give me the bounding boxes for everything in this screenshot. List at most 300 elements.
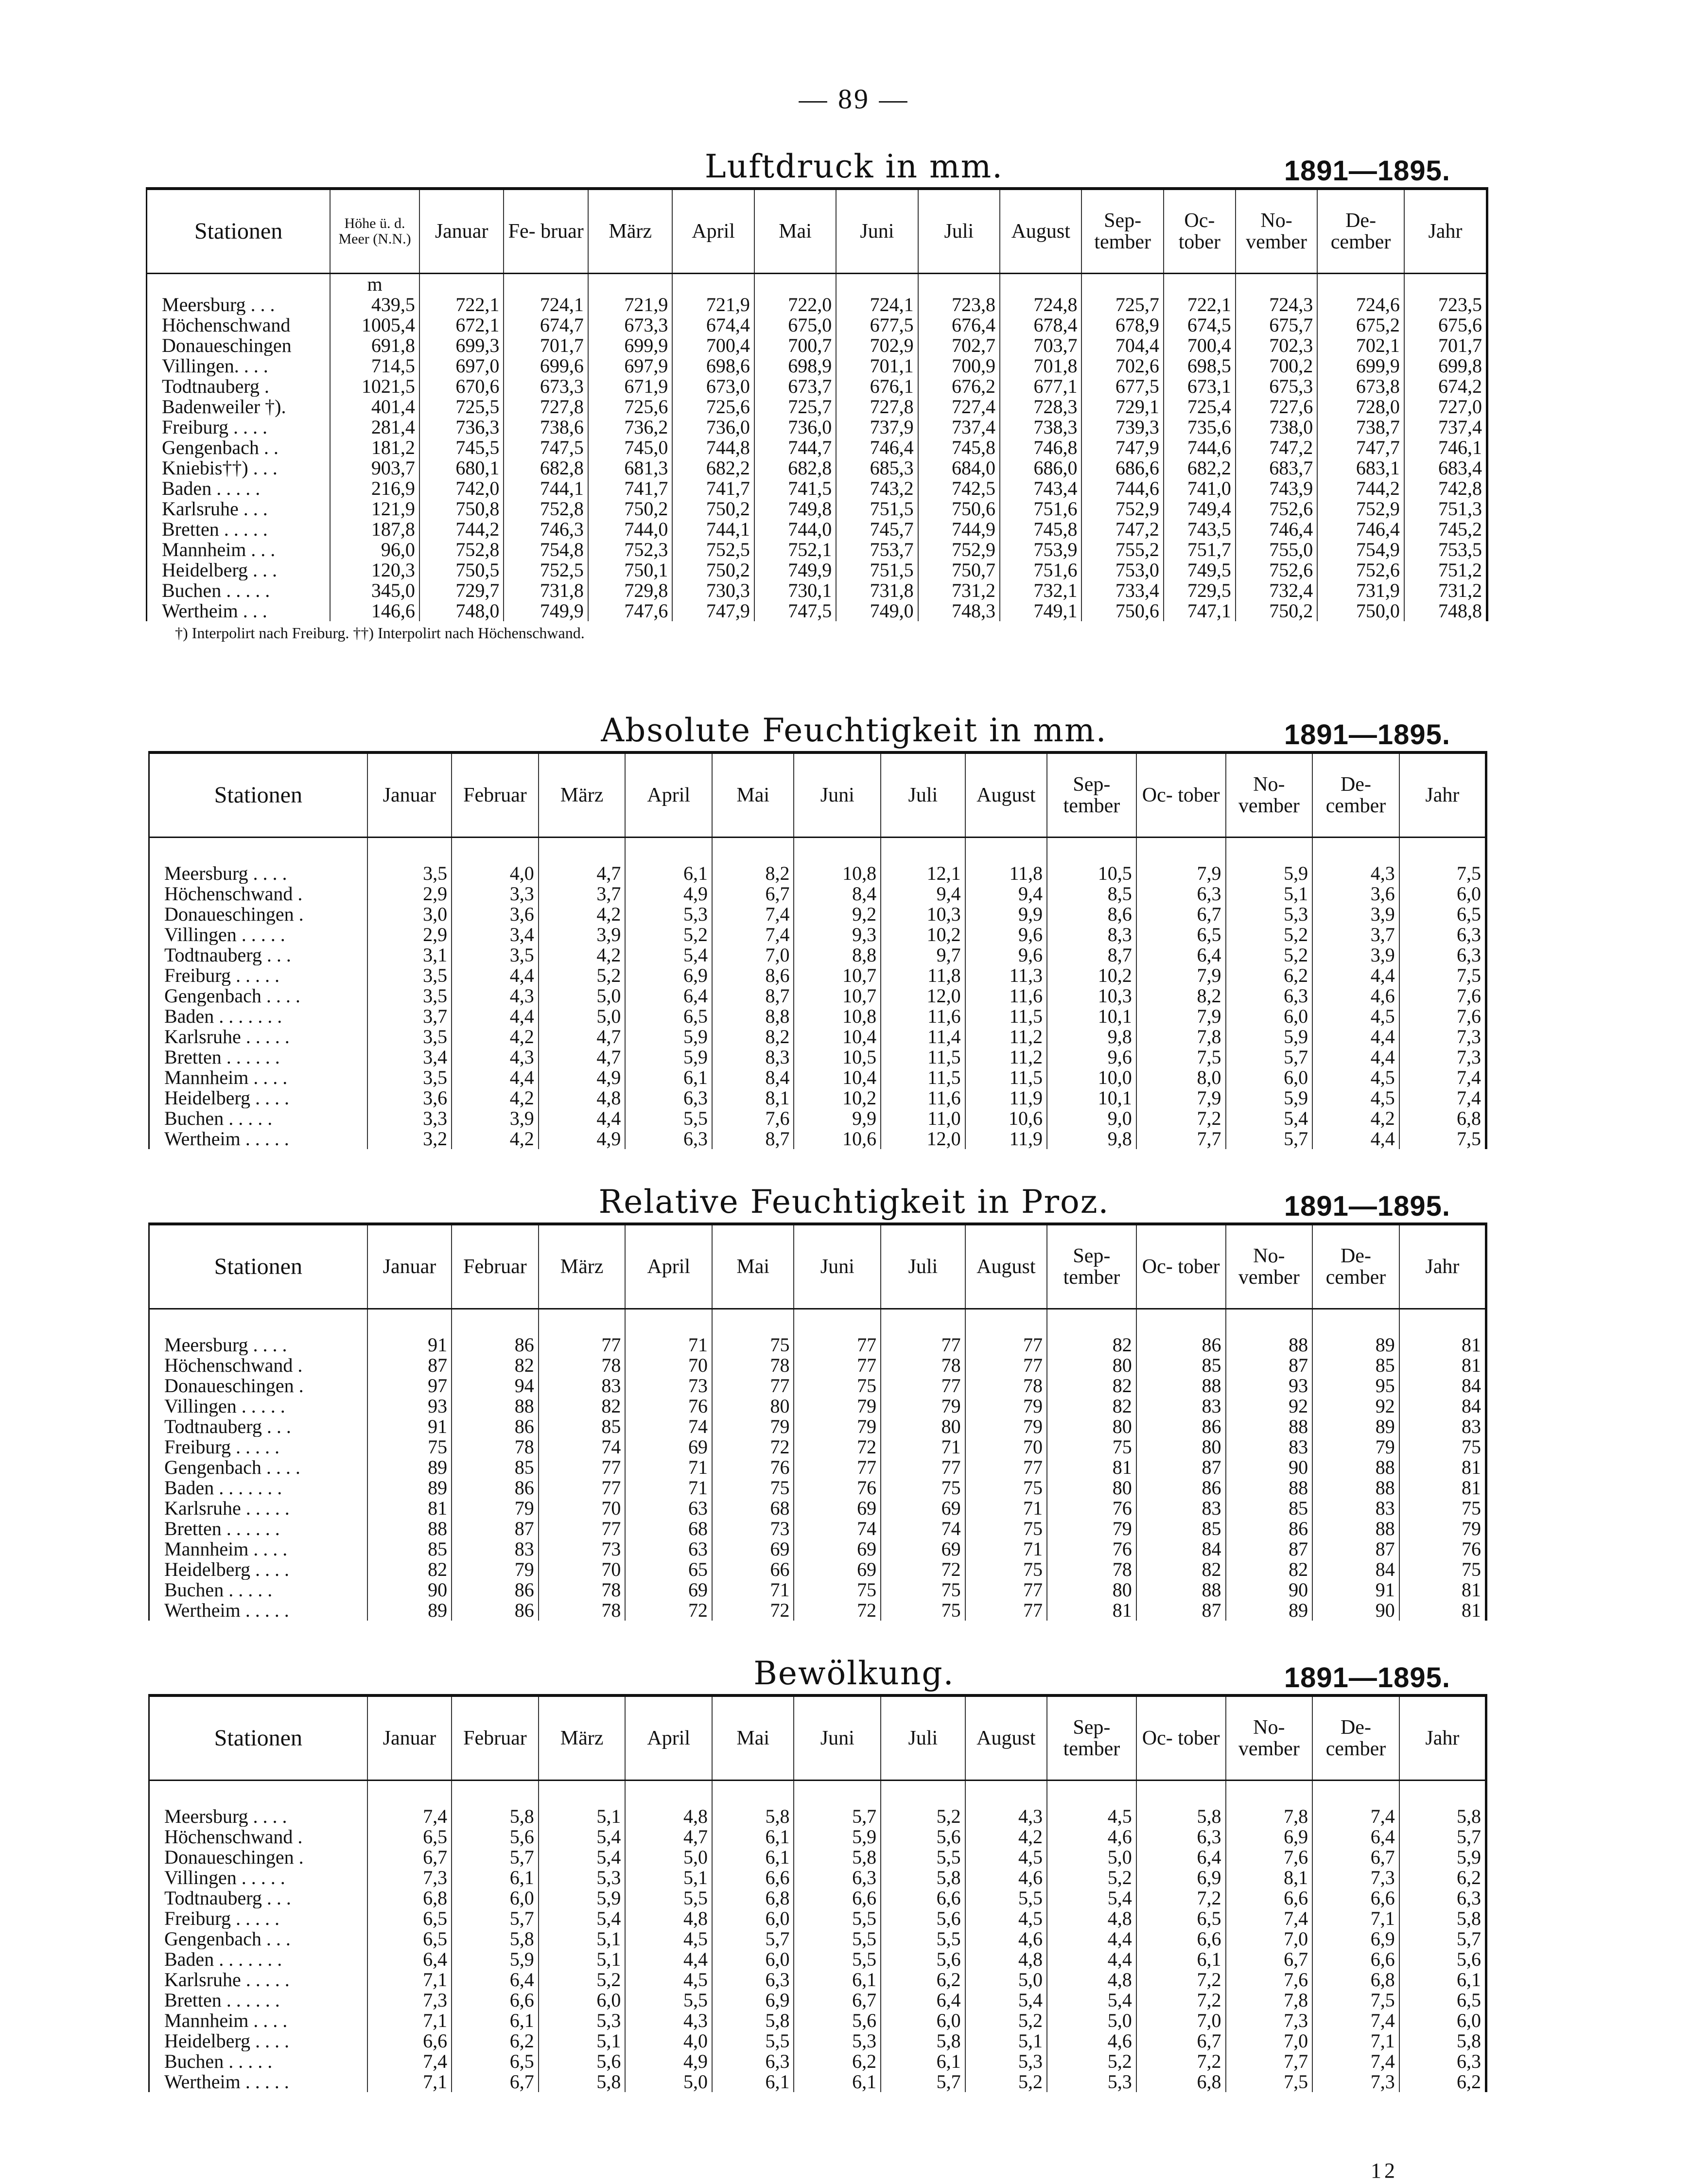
table-cell: 7,8 (1226, 1806, 1313, 1827)
section-luftdruck (0, 136, 1708, 642)
table-cell: 4,9 (539, 1067, 626, 1088)
table-cell: 7,9 (1136, 965, 1226, 986)
table-cell: 5,9 (1226, 863, 1313, 884)
table-cell: 70 (625, 1355, 712, 1376)
station-name: Bretten . . . . . . (164, 1990, 280, 2010)
table-row (149, 2051, 1486, 2072)
table-cell: 8,2 (712, 863, 794, 884)
table-cell (965, 1309, 1047, 1335)
column-header: Februar (452, 1695, 539, 1781)
table-cell: 701,1 (836, 356, 918, 376)
table-cell: 5,3 (1226, 904, 1313, 925)
table-cell: 11,5 (965, 1067, 1047, 1088)
table-cell: 6,1 (712, 2072, 794, 2092)
table-row (149, 1559, 1486, 1580)
table-cell: 79 (452, 1559, 539, 1580)
table-cell: 6,5 (452, 2051, 539, 2072)
table-cell: 746,1 (1404, 437, 1487, 458)
table-cell: 699,3 (419, 335, 504, 356)
table-row (149, 1949, 1486, 1970)
table-cell: 6,2 (794, 2051, 881, 2072)
table-cell: 81 (1399, 1478, 1486, 1498)
table-cell: 7,9 (1136, 1006, 1226, 1027)
column-header: Mai (712, 752, 794, 838)
station-name: Buchen . . . . . (164, 1580, 273, 1600)
table-cell: 6,1 (1399, 1970, 1486, 1990)
table-cell: 401,4 (330, 397, 419, 417)
table-cell: 7,3 (1312, 2072, 1399, 2092)
table-cell: 5,0 (1047, 2010, 1136, 2031)
table-cell: 3,9 (1312, 904, 1399, 925)
table-cell: 3,1 (367, 945, 452, 965)
table-cell: 11,4 (881, 1027, 965, 1047)
table-cell: 78 (1047, 1559, 1136, 1580)
table-cell: 75 (794, 1376, 881, 1396)
station-name: Höchenschwand . (164, 1355, 303, 1376)
table-cell: 216,9 (330, 478, 419, 499)
table-cell: 6,9 (625, 965, 712, 986)
column-header: August (965, 752, 1047, 838)
table-cell: 6,7 (712, 884, 794, 904)
table-cell: 71 (625, 1478, 712, 1498)
station-name: Todtnauberg . . . (164, 1888, 291, 1908)
table-cell: 6,8 (367, 1888, 452, 1908)
table-cell: 10,8 (794, 1006, 881, 1027)
table-cell: 747,1 (1164, 601, 1236, 621)
table-cell: 7,2 (1136, 2051, 1226, 2072)
column-header: Sep- tember (1047, 1695, 1136, 1781)
table-cell: 66 (712, 1559, 794, 1580)
table-cell: 750,2 (672, 499, 754, 519)
column-header: No- vember (1226, 752, 1313, 838)
table-row (149, 1457, 1486, 1478)
table-cell: 7,3 (1226, 2010, 1313, 2031)
table-cell: 744,0 (754, 519, 836, 540)
table-cell: 5,8 (712, 2010, 794, 2031)
table-cell: 3,6 (367, 1088, 452, 1108)
station-name: Donaueschingen . (164, 1847, 304, 1868)
table-cell (149, 1309, 367, 1335)
table-cell: 77 (794, 1335, 881, 1355)
table-cell: 673,8 (1317, 376, 1404, 397)
table-cell: 10,2 (1047, 965, 1136, 986)
table-cell: 92 (1226, 1396, 1313, 1416)
table-row (149, 1600, 1486, 1621)
table-row (149, 863, 1486, 884)
table-cell: 78 (539, 1600, 626, 1621)
table-cell: 747,5 (754, 601, 836, 621)
table-cell: 6,2 (1226, 965, 1313, 986)
table-cell (504, 274, 588, 295)
table-cell: 724,6 (1317, 295, 1404, 315)
table-cell: 749,5 (1164, 560, 1236, 580)
table-cell: 9,6 (965, 945, 1047, 965)
table-cell: 5,4 (1047, 1888, 1136, 1908)
table-cell: 752,1 (754, 540, 836, 560)
table-row (147, 295, 1487, 315)
table-cell: 8,8 (794, 945, 881, 965)
table-row (149, 1355, 1486, 1376)
table-cell: 75 (794, 1580, 881, 1600)
table-cell: 7,1 (367, 2072, 452, 2092)
table-cell: 744,1 (672, 519, 754, 540)
table-cell: 737,4 (918, 417, 1000, 437)
table-cell: 735,6 (1164, 417, 1236, 437)
table-cell: 11,5 (881, 1047, 965, 1067)
table-cell: 8,5 (1047, 884, 1136, 904)
table-cell: 8,4 (712, 1067, 794, 1088)
table-cell: 4,5 (1312, 1088, 1399, 1108)
table-cell: 69 (712, 1539, 794, 1559)
table-cell: 6,1 (712, 1827, 794, 1847)
table-cell: 81 (1047, 1600, 1136, 1621)
table-cell: 752,5 (672, 540, 754, 560)
table-cell: 5,0 (625, 2072, 712, 2092)
table-cell: 6,6 (794, 1888, 881, 1908)
table-cell: 86 (1136, 1478, 1226, 1498)
table-cell: 6,0 (539, 1990, 626, 2010)
table-cell: 685,3 (836, 458, 918, 478)
table-cell (1399, 1781, 1486, 1807)
table-cell: 71 (625, 1335, 712, 1355)
table-cell: 75 (965, 1519, 1047, 1539)
table-cell: 90 (1226, 1580, 1313, 1600)
year-range: 1891—1895. (1284, 155, 1450, 187)
table-cell: 750,6 (1081, 601, 1163, 621)
table-cell: 10,0 (1047, 1067, 1136, 1088)
table-cell: 6,1 (881, 2051, 965, 2072)
table-cell: 7,4 (1226, 1908, 1313, 1929)
table-cell: 723,5 (1404, 295, 1487, 315)
table-cell: 73 (625, 1376, 712, 1396)
table-cell: 5,5 (881, 1929, 965, 1949)
table-cell: 675,0 (754, 315, 836, 335)
table-cell: 75 (367, 1437, 452, 1457)
table-cell (367, 1781, 452, 1807)
table-cell: 78 (539, 1580, 626, 1600)
table-cell: 6,1 (794, 1970, 881, 1990)
table-cell: 8,2 (712, 1027, 794, 1047)
table-cell: 748,0 (419, 601, 504, 621)
table-cell: 4,3 (1312, 863, 1399, 884)
table-cell: 676,4 (918, 315, 1000, 335)
table-cell: 7,4 (712, 904, 794, 925)
station-name: Meersburg . . . . (164, 1335, 287, 1355)
table-cell: 5,8 (539, 2072, 626, 2092)
table-cell: 10,6 (965, 1108, 1047, 1129)
station-name: Freiburg . . . . . (164, 1437, 280, 1457)
station-name: Mannheim . . . . (164, 2010, 288, 2031)
table-cell (625, 1309, 712, 1335)
table-cell: 83 (1136, 1396, 1226, 1416)
table-cell: 6,3 (712, 1970, 794, 1990)
table-cell: 10,5 (1047, 863, 1136, 884)
table-cell: 6,3 (1136, 1827, 1226, 1847)
table-cell: 7,0 (1136, 2010, 1226, 2031)
station-name: Meersburg . . . (162, 295, 275, 315)
table-cell: 81 (1047, 1457, 1136, 1478)
table-cell: 3,4 (367, 1047, 452, 1067)
table-cell: 3,5 (367, 863, 452, 884)
table-cell: 70 (965, 1437, 1047, 1457)
table-cell: 5,9 (1226, 1088, 1313, 1108)
table-cell: 702,9 (836, 335, 918, 356)
table-cell: 74 (625, 1416, 712, 1437)
table-cell: 700,7 (754, 335, 836, 356)
table-cell: 73 (539, 1539, 626, 1559)
table-cell: 755,2 (1081, 540, 1163, 560)
year-range: 1891—1895. (1284, 1190, 1450, 1222)
table-cell: 11,5 (965, 1006, 1047, 1027)
table-cell: 85 (1226, 1498, 1313, 1519)
table-cell: 3,5 (367, 965, 452, 986)
table-cell: 10,1 (1047, 1006, 1136, 1027)
table-cell: 7,1 (1312, 2031, 1399, 2051)
table-cell: 691,8 (330, 335, 419, 356)
station-name: Kniebis††) . . . (162, 458, 278, 478)
station-name: Todtnauberg . . . (164, 1416, 291, 1437)
table-cell: 7,6 (1226, 1970, 1313, 1990)
table-cell: 750,6 (918, 499, 1000, 519)
table-cell: 11,2 (965, 1047, 1047, 1067)
table-cell: 69 (794, 1539, 881, 1559)
table-cell: 87 (1226, 1539, 1313, 1559)
table-cell: 5,6 (881, 1908, 965, 1929)
table-cell (452, 1781, 539, 1807)
table-cell: 748,8 (1404, 601, 1487, 621)
table-cell: 69 (881, 1539, 965, 1559)
table-row (149, 1376, 1486, 1396)
table-cell: 7,2 (1136, 1990, 1226, 2010)
column-header: De- cember (1312, 1224, 1399, 1309)
column-header: No- vember (1226, 1224, 1313, 1309)
table-cell: 727,4 (918, 397, 1000, 417)
column-header: Januar (367, 1224, 452, 1309)
table-cell: 3,2 (367, 1129, 452, 1149)
table-cell: 752,3 (588, 540, 673, 560)
table-cell: 5,0 (539, 1006, 626, 1027)
table-cell (539, 1309, 626, 1335)
table-cell (1399, 1309, 1486, 1335)
table-cell: 77 (965, 1580, 1047, 1600)
station-name: Freiburg . . . . . (164, 1908, 280, 1929)
column-header: Jahr (1399, 1695, 1486, 1781)
table-cell: 4,7 (539, 1047, 626, 1067)
table-cell: 5,0 (965, 1970, 1047, 1990)
section-title-row (0, 1643, 1708, 1694)
table-cell: 7,6 (1399, 986, 1486, 1006)
table-cell: 11,6 (881, 1006, 965, 1027)
table-cell (965, 1781, 1047, 1807)
table-cell: 752,6 (1236, 560, 1317, 580)
table-cell (1136, 1309, 1226, 1335)
table-cell: 4,8 (625, 1806, 712, 1827)
table-cell: 10,6 (794, 1129, 881, 1149)
table-cell: 674,2 (1404, 376, 1487, 397)
table-row (149, 2010, 1486, 2031)
table-cell: 7,4 (712, 925, 794, 945)
table-cell: 675,2 (1317, 315, 1404, 335)
table-cell: 753,0 (1081, 560, 1163, 580)
table-cell: 3,6 (452, 904, 539, 925)
table-cell: 5,3 (539, 2010, 626, 2031)
table-cell: 83 (539, 1376, 626, 1396)
table-cell: 5,0 (539, 986, 626, 1006)
table-cell: 725,7 (1081, 295, 1163, 315)
table-cell: 6,8 (1136, 2072, 1226, 2092)
section-absolute-feuchtigkeit (0, 700, 1708, 1149)
table-cell: 752,8 (504, 499, 588, 519)
table-row (149, 1027, 1486, 1047)
table-cell: 7,1 (367, 2010, 452, 2031)
table-cell: 68 (625, 1519, 712, 1539)
column-header: De- cember (1317, 189, 1404, 274)
table-cell: 5,4 (965, 1990, 1047, 2010)
table-row (149, 945, 1486, 965)
table-cell (1081, 274, 1163, 295)
table-cell: 738,3 (1000, 417, 1081, 437)
table-cell: 6,6 (367, 2031, 452, 2051)
station-name: Karlsruhe . . . (162, 499, 268, 519)
table-cell: 4,0 (452, 863, 539, 884)
table-row (149, 1498, 1486, 1519)
table-cell: 6,6 (712, 1868, 794, 1888)
table-cell: 75 (881, 1478, 965, 1498)
table-cell: 9,8 (1047, 1129, 1136, 1149)
table-cell: 68 (712, 1498, 794, 1519)
table-cell: 6,4 (1312, 1827, 1399, 1847)
column-header: Sep- tember (1047, 1224, 1136, 1309)
table-cell: 675,6 (1404, 315, 1487, 335)
table-cell: 90 (367, 1580, 452, 1600)
table-cell: 754,9 (1317, 540, 1404, 560)
table-cell: 4,4 (1047, 1929, 1136, 1949)
table-cell: 82 (452, 1355, 539, 1376)
table-cell: 72 (712, 1437, 794, 1457)
table-row (147, 356, 1487, 376)
table-row (149, 904, 1486, 925)
table-cell: 72 (712, 1600, 794, 1621)
table-row (149, 1088, 1486, 1108)
column-header: April (625, 752, 712, 838)
table-cell: 747,2 (1236, 437, 1317, 458)
table-cell: 6,5 (1399, 1990, 1486, 2010)
table-cell: 672,1 (419, 315, 504, 335)
table-cell: 78 (539, 1355, 626, 1376)
table-cell: 95 (1312, 1376, 1399, 1396)
table-row (149, 1047, 1486, 1067)
table-cell: 5,8 (712, 1806, 794, 1827)
table-cell: 6,7 (1312, 1847, 1399, 1868)
table-cell: 87 (452, 1519, 539, 1539)
table-cell: 7,4 (1399, 1088, 1486, 1108)
table-cell: 730,1 (754, 580, 836, 601)
table-cell: 742,5 (918, 478, 1000, 499)
table-cell: 86 (452, 1335, 539, 1355)
table-cell: 5,1 (539, 1806, 626, 1827)
table-cell: 6,7 (1226, 1949, 1313, 1970)
table-cell: 747,9 (1081, 437, 1163, 458)
table-row (149, 1970, 1486, 1990)
table-cell: 88 (367, 1519, 452, 1539)
column-header: Juni (794, 752, 881, 838)
table-cell: 731,8 (836, 580, 918, 601)
table-row (149, 2072, 1486, 2092)
table-cell: 7,6 (1399, 1006, 1486, 1027)
table-cell: 4,6 (965, 1868, 1047, 1888)
table-cell: 736,0 (672, 417, 754, 437)
table-cell: 79 (1312, 1437, 1399, 1457)
table-cell: 79 (965, 1396, 1047, 1416)
column-header: Jahr (1399, 1224, 1486, 1309)
table-cell: 5,3 (539, 1868, 626, 1888)
column-header: April (625, 1224, 712, 1309)
station-name: Freiburg . . . . (162, 417, 268, 437)
table-cell: 746,8 (1000, 437, 1081, 458)
table-cell: 683,1 (1317, 458, 1404, 478)
table-cell: 4,3 (452, 1047, 539, 1067)
table-cell: 79 (965, 1416, 1047, 1437)
table-cell: 6,7 (1136, 904, 1226, 925)
table-cell: 85 (1136, 1519, 1226, 1539)
column-header: April (672, 189, 754, 274)
column-header: Juni (836, 189, 918, 274)
table-cell: 7,3 (1399, 1047, 1486, 1067)
station-name: Villingen . . . . . (164, 1868, 285, 1888)
table-cell: 439,5 (330, 295, 419, 315)
table-cell: 728,3 (1000, 397, 1081, 417)
table-cell: 698,9 (754, 356, 836, 376)
table-cell: 6,0 (712, 1949, 794, 1970)
table-cell: 7,3 (367, 1868, 452, 1888)
table-cell (367, 1309, 452, 1335)
table-cell: 744,8 (672, 437, 754, 458)
column-header: August (1000, 189, 1081, 274)
spacer-row (149, 838, 1486, 864)
table-cell: 4,9 (625, 884, 712, 904)
table-cell: 10,3 (1047, 986, 1136, 1006)
table-cell: 77 (712, 1376, 794, 1396)
table-cell: 5,8 (1399, 1806, 1486, 1827)
header-row (149, 1695, 1486, 1781)
table-cell (754, 274, 836, 295)
table-cell (1047, 1309, 1136, 1335)
station-name: Wertheim . . . . . (164, 1129, 289, 1149)
table-cell: 7,4 (1312, 2051, 1399, 2072)
table-cell: 746,4 (836, 437, 918, 458)
table-cell: 5,7 (794, 1806, 881, 1827)
table-cell (1047, 838, 1136, 864)
table-cell: 722,1 (419, 295, 504, 315)
station-name: Karlsruhe . . . . . (164, 1498, 290, 1519)
table-cell: 724,1 (504, 295, 588, 315)
table-cell: 5,9 (452, 1949, 539, 1970)
table-cell: 8,7 (712, 1129, 794, 1149)
table-cell: 5,9 (1226, 1027, 1313, 1047)
table-row (149, 1129, 1486, 1149)
table-cell: 674,5 (1164, 315, 1236, 335)
table-cell: 71 (881, 1437, 965, 1457)
table-cell: 5,7 (1399, 1929, 1486, 1949)
column-header: De- cember (1312, 752, 1399, 838)
table-cell: 4,2 (539, 945, 626, 965)
table-cell: 6,9 (1136, 1868, 1226, 1888)
table-cell: 63 (625, 1539, 712, 1559)
table-cell: 6,1 (452, 2010, 539, 2031)
table-cell: 86 (452, 1416, 539, 1437)
table-cell: 5,7 (452, 1847, 539, 1868)
table-cell: 75 (1047, 1437, 1136, 1457)
